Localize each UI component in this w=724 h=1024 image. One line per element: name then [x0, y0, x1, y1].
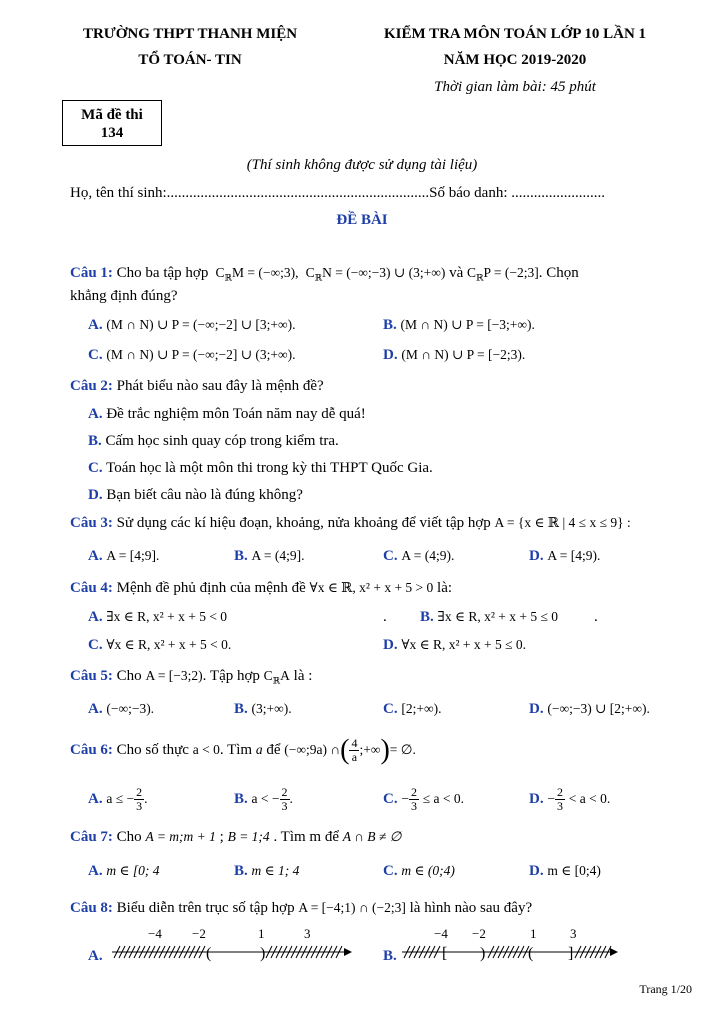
- q2-option-b[interactable]: B. Cấm học sinh quay cóp trong kiểm tra.: [88, 433, 339, 449]
- q4-option-a[interactable]: A. ∃x ∈ R, x² + x + 5 < 0: [88, 609, 228, 625]
- q8-option-a[interactable]: A.: [88, 948, 103, 964]
- q4-option-b-dot: .: [594, 609, 598, 625]
- section-title: ĐỀ BÀI: [336, 212, 388, 228]
- question-5: Câu 5: Cho A = [−3;2). Tập hợp $C_ℝA$ là :: [70, 668, 313, 686]
- q8-b-tick-minus4: −4: [434, 926, 448, 941]
- q4-option-c[interactable]: C. ∀x ∈ R, x² + x + 5 < 0.: [88, 637, 232, 653]
- svg-text:): ): [260, 945, 266, 962]
- question-3: Câu 3: Sử dụng các kí hiệu đoạn, khoảng, nửa khoảng để viết tập hợp A = {x ∈ ℝ | 4 ≤ x ≤ 9} :: [70, 515, 631, 531]
- q8-option-b[interactable]: B.: [383, 948, 397, 964]
- svg-text:[: [: [442, 945, 448, 962]
- q8-a-tick-minus4: −4: [148, 926, 162, 941]
- q6-option-a[interactable]: A. a ≤ − $\frac{2}{3}$ .: [88, 785, 148, 813]
- q5-option-a[interactable]: A. (−∞;−3).: [88, 701, 155, 717]
- q2-option-a[interactable]: A. Đề trắc nghiệm môn Toán năm nay dễ quá!: [88, 406, 366, 422]
- set-n-definition: $C_ℝN$ = (−∞;−3) ∪ (3;+∞): [302, 265, 446, 283]
- q3-option-d[interactable]: D. A = [4;9).: [529, 548, 601, 564]
- q7-option-a[interactable]: A. m ∈ [0; 4: [88, 863, 160, 879]
- q4-option-d[interactable]: D. ∀x ∈ R, x² + x + 5 ≤ 0.: [383, 637, 527, 653]
- question-1-line2: khẳng định đúng?: [70, 288, 178, 304]
- q6-option-c[interactable]: C. − $\frac{2}{3}$ ≤ a < 0.: [383, 785, 464, 813]
- exam-code-value: 134: [100, 125, 124, 141]
- school-year: NĂM HỌC 2019-2020: [443, 52, 587, 68]
- q6-option-d[interactable]: D. − $\frac{2}{3}$ < a < 0.: [529, 785, 611, 813]
- svg-text:]: ]: [568, 945, 574, 962]
- question-1-intro: Cho ba tập hợp: [116, 265, 209, 281]
- q4-option-b[interactable]: B. ∃x ∈ R, x² + x + 5 ≤ 0: [420, 609, 559, 625]
- svg-text:(: (: [206, 945, 212, 962]
- q3-option-b[interactable]: B. A = (4;9].: [234, 548, 305, 564]
- q1-option-d[interactable]: D. (M ∩ N) ∪ P = [−2;3).: [383, 347, 526, 363]
- q8-a-tick-3: 3: [304, 926, 311, 941]
- exam-code-box: [62, 100, 162, 146]
- q5-option-d[interactable]: D. (−∞;−3) ∪ [2;+∞).: [529, 701, 650, 717]
- question-1-tail: . Chọn: [538, 265, 579, 281]
- question-6: Câu 6: Cho số thực a < 0. Tìm a để (−∞;9a) ∩( $\frac{4}{a}$ ;+∞)= ∅.: [70, 734, 416, 766]
- q8-a-tick-1: 1: [258, 926, 265, 941]
- q8-b-tick-1: 1: [530, 926, 537, 941]
- q8-number-line-a: [108, 924, 358, 964]
- q5-option-b[interactable]: B. (3;+∞).: [234, 701, 292, 717]
- q1-option-b[interactable]: B. (M ∩ N) ∪ P = [−3;+∞).: [383, 317, 535, 333]
- question-1-label: Câu 1:: [70, 265, 113, 281]
- q8-b-tick-3: 3: [570, 926, 577, 941]
- question-8: Câu 8: Biểu diễn trên trục số tập hợp A = [−4;1) ∩ (−2;3] là hình nào sau đây?: [70, 900, 533, 916]
- q1-option-c[interactable]: C. (M ∩ N) ∪ P = (−∞;−2] ∪ (3;+∞).: [88, 347, 296, 363]
- exam-note: (Thí sinh không được sử dụng tài liệu): [246, 157, 478, 173]
- q3-option-a[interactable]: A. A = [4;9].: [88, 548, 160, 564]
- school-name: TRƯỜNG THPT THANH MIỆN: [82, 26, 298, 42]
- q7-option-b[interactable]: B. m ∈ 1; 4: [234, 863, 300, 879]
- question-2: Câu 2: Phát biểu nào sau đây là mệnh đề?: [70, 378, 324, 394]
- q7-option-c[interactable]: C. m ∈ (0;4): [383, 863, 455, 879]
- question-1: [70, 265, 579, 284]
- q8-number-line-b: [400, 924, 625, 964]
- department-name: TỔ TOÁN- TIN: [138, 52, 242, 68]
- q3-option-c[interactable]: C. A = (4;9).: [383, 548, 455, 564]
- q4-option-a-dot: .: [383, 609, 387, 625]
- set-p-definition: $C_ℝP$ = (−2;3]: [467, 265, 539, 283]
- svg-text:(: (: [528, 945, 534, 962]
- q6-option-b[interactable]: B. a < − $\frac{2}{3}$ .: [234, 785, 293, 813]
- q8-b-tick-minus2: −2: [472, 926, 486, 941]
- exam-title: KIỂM TRA MÔN TOÁN LỚP 10 LẦN 1: [383, 26, 647, 42]
- set-m-definition: $C_ℝM$ = (−∞;3),: [212, 265, 299, 283]
- q8-a-tick-minus2: −2: [192, 926, 206, 941]
- question-4: Câu 4: Mệnh đề phủ định của mệnh đề ∀x ∈ ℝ, x² + x + 5 > 0 là:: [70, 580, 453, 596]
- q2-option-c[interactable]: C. Toán học là một môn thi trong kỳ thi THPT Quốc Gia.: [88, 460, 433, 476]
- q5-option-c[interactable]: C. [2;+∞).: [383, 701, 442, 717]
- question-1-and: và: [449, 265, 464, 281]
- exam-duration: Thời gian làm bài: 45 phút: [434, 79, 596, 95]
- q7-option-d[interactable]: D. m ∈ [0;4): [529, 863, 601, 879]
- page-number: Trang 1/20: [639, 982, 692, 996]
- svg-text:): ): [480, 945, 486, 962]
- question-7: Câu 7: Cho A = m;m + 1 ; B = 1;4 . Tìm m để A ∩ B ≠ ∅: [70, 829, 402, 845]
- q1-option-a[interactable]: A. (M ∩ N) ∪ P = (−∞;−2] ∪ [3;+∞).: [88, 317, 296, 333]
- q2-option-d[interactable]: D. Bạn biết câu nào là đúng không?: [88, 487, 303, 503]
- exam-code-label: Mã đề thi: [81, 107, 143, 123]
- candidate-info-line: Họ, tên thí sinh:......................................................................Số báo danh: .........................: [70, 185, 605, 201]
